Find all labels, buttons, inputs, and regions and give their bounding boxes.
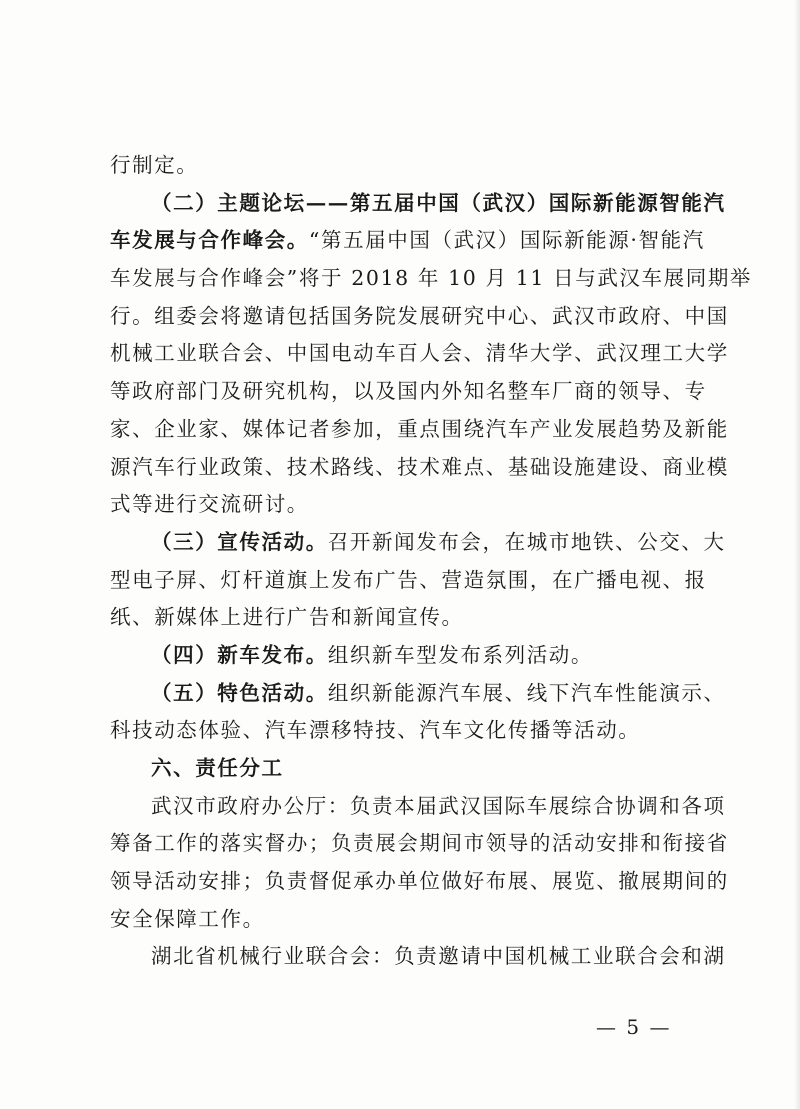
text-segment: “第五届中国（武汉）国际新能源·智能汽 bbox=[308, 228, 705, 253]
text-line bbox=[110, 938, 726, 976]
text-line bbox=[110, 411, 729, 449]
text-segment: 源汽车行业政策、技术路线、技术难点、基础设施建设、商业模 bbox=[110, 454, 729, 479]
text-line bbox=[110, 486, 705, 524]
text-segment: 组织新能源汽车展、线下汽车性能演示、 bbox=[327, 680, 726, 705]
scan-edge-shadow bbox=[794, 0, 800, 1109]
bold-text-segment: （四）新车发布。 bbox=[151, 642, 328, 667]
text-segment: 筹备工作的落实督办；负责展会期间市领导的活动安排和衔接省 bbox=[110, 831, 729, 856]
page-number: — 5 — bbox=[596, 1015, 672, 1039]
text-line bbox=[110, 562, 705, 600]
text-line bbox=[110, 260, 753, 298]
text-line bbox=[110, 449, 729, 487]
bold-text-segment: （三）宣传活动。 bbox=[151, 529, 328, 554]
text-segment: 湖北省机械行业联合会：负责邀请中国机械工业联合会和湖 bbox=[151, 944, 726, 969]
bold-text-segment: 车发展与合作峰会。 bbox=[110, 228, 309, 253]
text-line bbox=[110, 185, 726, 223]
text-segment: 科技动态体验、汽车漂移特技、汽车文化传播等活动。 bbox=[110, 718, 641, 743]
text-line bbox=[110, 599, 705, 637]
text-segment: 等政府部门及研究机构，以及国内外知名整车厂商的领导、专 bbox=[110, 379, 707, 404]
text-segment: 组织新车型发布系列活动。 bbox=[327, 642, 594, 667]
text-line bbox=[110, 147, 705, 185]
text-segment: 家、企业家、媒体记者参加，重点围绕汽车产业发展趋势及新能 bbox=[110, 416, 729, 441]
text-segment: 机械工业联合会、中国电动车百人会、清华大学、武汉理工大学 bbox=[110, 341, 729, 366]
bold-text-segment: （五）特色活动。 bbox=[151, 680, 328, 705]
text-segment: 召开新闻发布会，在城市地铁、公交、大 bbox=[327, 529, 726, 554]
text-segment: 行制定。 bbox=[110, 153, 199, 177]
text-line bbox=[110, 222, 705, 260]
text-segment: 式等进行交流研讨。 bbox=[110, 492, 309, 517]
text-segment: 安全保障工作。 bbox=[110, 906, 265, 931]
text-segment: 行。组委会将邀请包括国务院发展研究中心、武汉市政府、中国 bbox=[110, 303, 729, 328]
text-segment: 型电子屏、灯杆道旗上发布广告、营造氛围，在广播电视、报 bbox=[110, 567, 707, 592]
text-line bbox=[110, 825, 729, 863]
bold-text-segment: （二）主题论坛——第五届中国（武汉）国际新能源智能汽 bbox=[151, 190, 726, 215]
text-line bbox=[110, 373, 705, 411]
text-line bbox=[110, 675, 726, 713]
text-line bbox=[110, 298, 729, 336]
text-segment: 纸、新媒体上进行广告和新闻宣传。 bbox=[110, 605, 464, 630]
text-line bbox=[110, 750, 705, 788]
text-line bbox=[110, 335, 729, 373]
text-line bbox=[110, 788, 726, 826]
text-segment: 武汉市政府办公厅：负责本届武汉国际车展综合协调和各项 bbox=[151, 793, 726, 818]
text-line bbox=[110, 637, 705, 675]
text-line bbox=[110, 901, 705, 939]
text-segment: 领导活动安排；负责督促承办单位做好布展、展览、撤展期间的 bbox=[110, 869, 729, 894]
bold-text-segment: 六、责任分工 bbox=[151, 756, 284, 780]
text-segment: 车发展与合作峰会”将于 2018 年 10 月 11 日与武汉车展同期举 bbox=[110, 266, 753, 291]
document-body bbox=[110, 147, 753, 976]
text-line bbox=[110, 863, 729, 901]
text-line bbox=[110, 524, 726, 562]
text-line bbox=[110, 712, 705, 750]
